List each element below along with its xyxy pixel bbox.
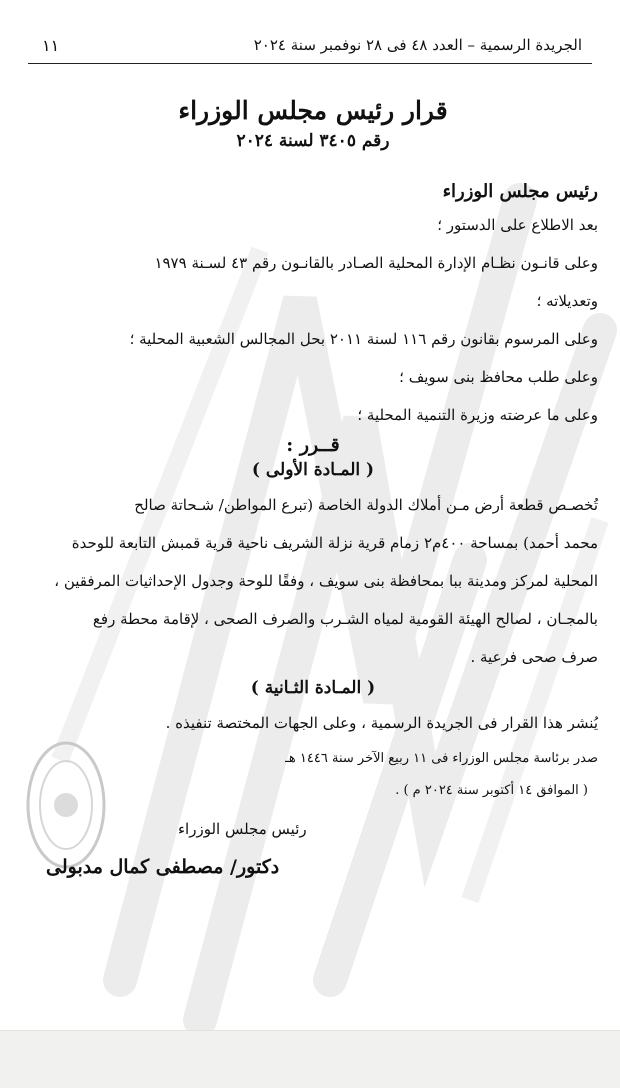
decree-number: رقم ٣٤٠٥ لسنة ٢٠٢٤ xyxy=(236,131,390,151)
preamble-line: وعلى المرسوم بقانون رقم ١١٦ لسنة ٢٠١١ بحل المجالس الشعبية المحلية ؛ xyxy=(129,330,598,348)
article-1-heading: ( المـادة الأولى ) xyxy=(251,460,375,480)
decree-title: قرار رئيس مجلس الوزراء xyxy=(178,96,448,125)
preamble-line: وعلى طلب محافظ بنى سويف ؛ xyxy=(399,368,598,386)
preamble xyxy=(28,206,598,434)
preamble-line: وعلى قانـون نظـام الإدارة المحلية الصـادر بالقانـون رقم ٤٣ لسـنة ١٩٧٩ xyxy=(154,254,598,272)
preamble-line: وعلى ما عرضته وزيرة التنمية المحلية ؛ xyxy=(357,406,598,424)
preamble-line: وتعديلاته ؛ xyxy=(536,292,598,310)
article-1-line: محمد أحمد) بمساحة ٤٠٠م٢ زمام قرية نزلة الشريف ناحية قرية قمبش التابعة للوحدة xyxy=(71,534,598,552)
bottom-band xyxy=(0,1030,620,1088)
article-1-line: تُخصـص قطعة أرض مـن أملاك الدولة الخاصة (تبرع المواطن/ شـحاتة صالح xyxy=(134,496,598,514)
decree-body xyxy=(28,96,598,906)
corresponding-date: ( الموافق ١٤ أكتوبر سنة ٢٠٢٤ م ) . xyxy=(395,783,588,798)
article-1-line: المحلية لمركز ومدينة ببا بمحافظة بنى سويف ، وفقًا للوحة وجدول الإحداثيات المرفقين ، xyxy=(54,572,598,590)
article-1-line: صرف صحى فرعية . xyxy=(470,648,598,666)
preamble-line: بعد الاطلاع على الدستور ؛ xyxy=(437,216,598,234)
article-2-heading: ( المـادة الثـانية ) xyxy=(250,678,376,698)
signature-title: رئيس مجلس الوزراء xyxy=(178,820,307,838)
gazette-header xyxy=(28,30,592,64)
header-divider xyxy=(28,63,592,64)
gazette-title: الجريدة الرسمية – العدد ٤٨ فى ٢٨ نوفمبر سنة ٢٠٢٤ xyxy=(253,36,582,54)
article-2-text xyxy=(28,704,598,742)
article-2-line: يُنشر هذا القرار فى الجريدة الرسمية ، وعلى الجهات المختصة تنفيذه . xyxy=(165,714,598,732)
article-1-line: بالمجـان ، لصالح الهيئة القومية لمياه الشـرب والصرف الصحى ، لإقامة محطة رفع xyxy=(92,610,598,628)
issued-date: صدر برئاسة مجلس الوزراء فى ١١ ربيع الآخر سنة ١٤٤٦ هـ xyxy=(285,751,598,766)
signature-block xyxy=(28,816,598,906)
decided-heading: قــرر : xyxy=(286,434,340,456)
signature-name: دكتور/ مصطفى كمال مدبولى xyxy=(46,856,280,878)
page-number: ١١ xyxy=(42,36,60,55)
article-1-text xyxy=(28,486,598,676)
issuer-heading: رئيس مجلس الوزراء xyxy=(442,181,598,202)
